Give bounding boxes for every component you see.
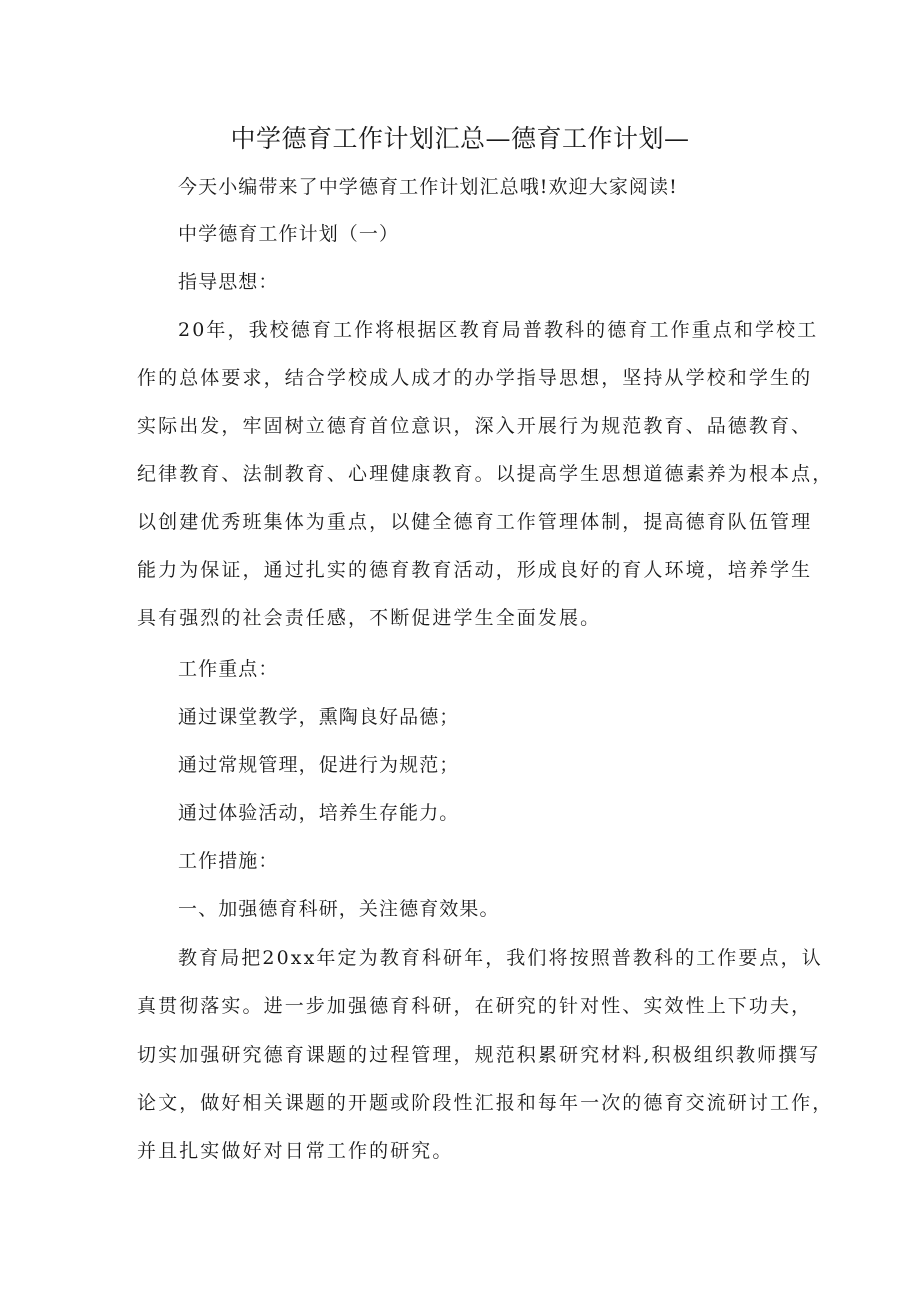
focus-item: 通过体验活动，培养生存能力。	[178, 802, 460, 824]
paragraph-line: 并且扎实做好对日常工作的研究。	[137, 1140, 454, 1162]
paragraph-line: 以创建优秀班集体为重点，以健全德育工作管理体制，提高德育队伍管理	[137, 511, 813, 533]
plan-heading: 中学德育工作计划（一）	[178, 223, 400, 245]
focus-item: 通过常规管理，促进行为规范；	[178, 754, 460, 776]
focus-heading: 工作重点：	[178, 658, 279, 680]
guiding-heading: 指导思想：	[178, 271, 279, 293]
paragraph-line: 20年，我校德育工作将根据区教育局普教科的德育工作重点和学校工	[178, 319, 819, 341]
intro-paragraph: 今天小编带来了中学德育工作计划汇总哦!欢迎大家阅读!	[178, 176, 678, 198]
document-title: 中学德育工作计划汇总—德育工作计划—	[230, 124, 690, 153]
paragraph-line: 切实加强研究德育课题的过程管理，规范积累研究材料,积极组织教师撰写	[137, 1044, 821, 1066]
paragraph-line: 实际出发，牢固树立德育首位意识，深入开展行为规范教育、品德教育、	[137, 415, 813, 437]
paragraph-line: 纪律教育、法制教育、心理健康教育。以提高学生思想道德素养为根本点，	[137, 463, 834, 485]
paragraph-line: 真贯彻落实。进一步加强德育科研，在研究的针对性、实效性上下功夫，	[137, 995, 813, 1017]
focus-item: 通过课堂教学，熏陶良好品德；	[178, 706, 460, 728]
paragraph-line: 作的总体要求，结合学校成人成才的办学指导思想，坚持从学校和学生的	[137, 367, 813, 389]
measures-heading: 工作措施：	[178, 850, 279, 872]
paragraph-line: 具有强烈的社会责任感，不断促进学生全面发展。	[137, 607, 602, 629]
paragraph-line: 论文，做好相关课题的开题或阶段性汇报和每年一次的德育交流研讨工作，	[137, 1092, 834, 1114]
measure-1-heading: 一、加强德育科研，关注德育效果。	[178, 898, 500, 920]
paragraph-line: 教育局把20xx年定为教育科研年，我们将按照普教科的工作要点，认	[178, 947, 823, 969]
paragraph-line: 能力为保证，通过扎实的德育教育活动，形成良好的育人环境，培养学生	[137, 559, 813, 581]
